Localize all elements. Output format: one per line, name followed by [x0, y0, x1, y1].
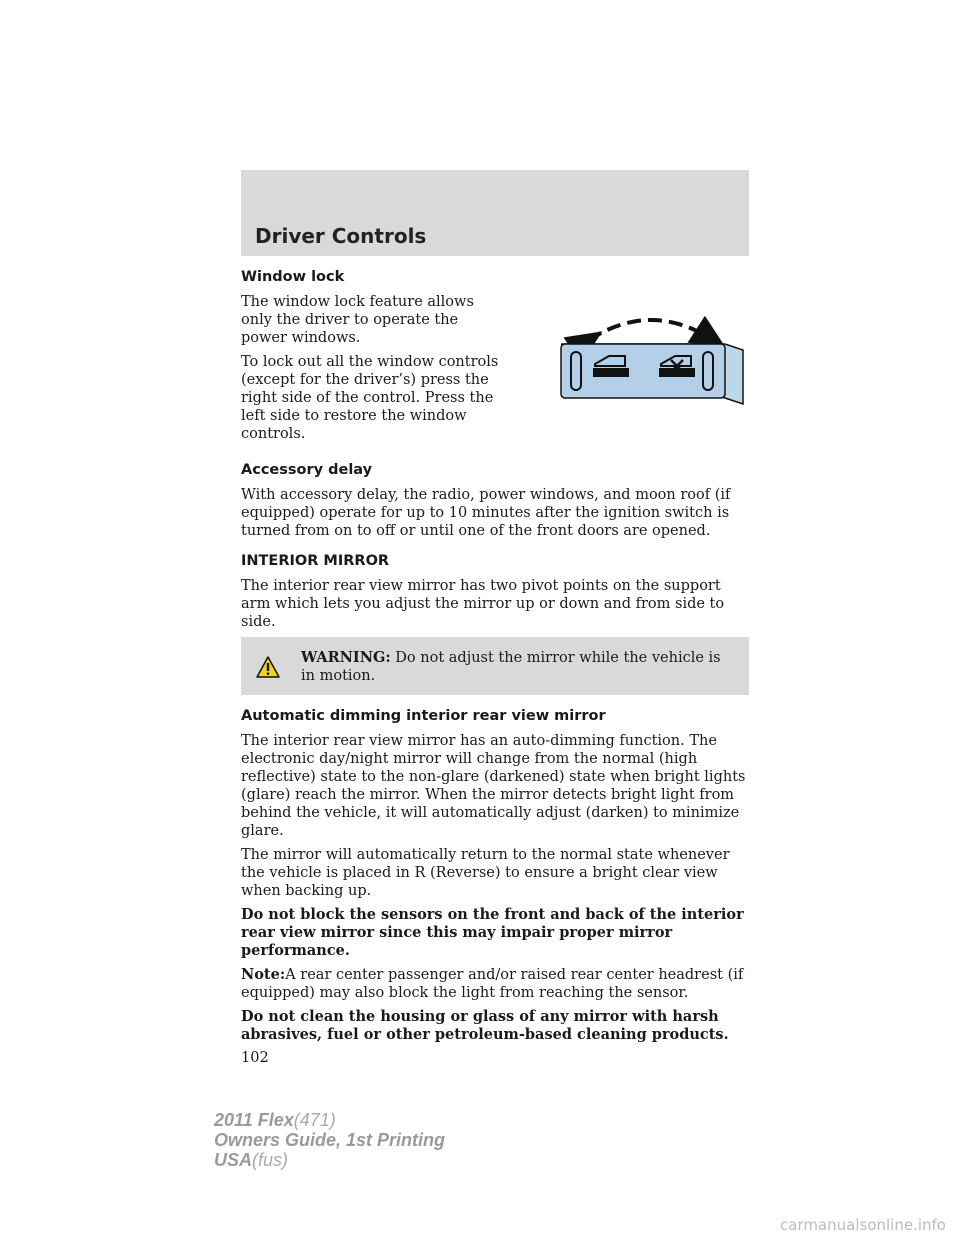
print-footer	[214, 1110, 445, 1170]
window-lock-heading: Window lock	[241, 269, 345, 285]
footer-model: 2011 Flex	[214, 1110, 294, 1130]
footer-guide: Owners Guide, 1st Printing	[214, 1130, 446, 1150]
window-lock-paragraph-2: To lock out all the window controls (except for the driver’s) press the right side of the control. Press the left side to restore the window controls.	[241, 354, 499, 442]
warning-text: Do not adjust the mirror while the vehicle is in motion.	[301, 650, 721, 684]
section-title: Driver Controls	[255, 224, 427, 248]
warning-box	[241, 637, 749, 695]
section-header-band	[241, 170, 749, 256]
window-lock-paragraph-1: The window lock feature allows only the driver to operate the power windows.	[241, 294, 474, 346]
footer-region: USA	[214, 1150, 253, 1170]
note-text: A rear center passenger and/or raised rear center headrest (if equipped) may also block the light from reaching the sensor.	[241, 967, 744, 1001]
interior-mirror-section	[241, 552, 749, 695]
interior-mirror-paragraph: The interior rear view mirror has two pivot points on the support arm which lets you adjust the mirror up or down and from side to side.	[241, 578, 725, 630]
accessory-delay-section	[241, 461, 749, 540]
accessory-delay-heading: Accessory delay	[241, 462, 373, 478]
auto-dimming-paragraph-2: The mirror will automatically return to the normal state whenever the vehicle is placed in R (Reverse) to ensure a bright clear view when backing up.	[241, 847, 730, 899]
warning-label: WARNING:	[301, 649, 391, 666]
sensor-caution-text: Do not block the sensors on the front and back of the interior rear view mirror since this may impair proper mirror performance.	[241, 906, 744, 959]
auto-dimming-heading: Automatic dimming interior rear view mirror	[241, 708, 606, 724]
note-label: Note:	[241, 966, 286, 983]
footer-region-code: (fus)	[252, 1150, 289, 1170]
double-arrow-icon	[589, 320, 713, 340]
watermark-link[interactable]: carmanualsonline.info	[780, 1216, 946, 1234]
auto-dimming-paragraph-1: The interior rear view mirror has an auto-dimming function. The electronic day/night mirror will change from the normal (high reflective) state to the non-glare (darkened) state when bright lights (glare) reach the mirror. When the mirror detects bright light from behind the vehicle, it will automatically adjust (darken) to minimize glare.	[241, 733, 746, 839]
window-lock-switch-figure	[553, 306, 749, 418]
cleaning-caution-text: Do not clean the housing or glass of any mirror with harsh abrasives, fuel or other petroleum-based cleaning products.	[241, 1008, 729, 1043]
page-content	[241, 268, 749, 1066]
interior-mirror-heading: INTERIOR MIRROR	[241, 553, 390, 569]
accessory-delay-paragraph: With accessory delay, the radio, power windows, and moon roof (if equipped) operate for up to 10 minutes after the ignition switch is turned from on to off or until one of the front doors are opened.	[241, 487, 731, 539]
footer-model-code: (471)	[293, 1110, 336, 1130]
window-lock-section	[241, 268, 749, 449]
page-number: 102	[241, 1050, 269, 1066]
warning-triangle-icon	[255, 655, 281, 679]
auto-dimming-section	[241, 707, 749, 1044]
